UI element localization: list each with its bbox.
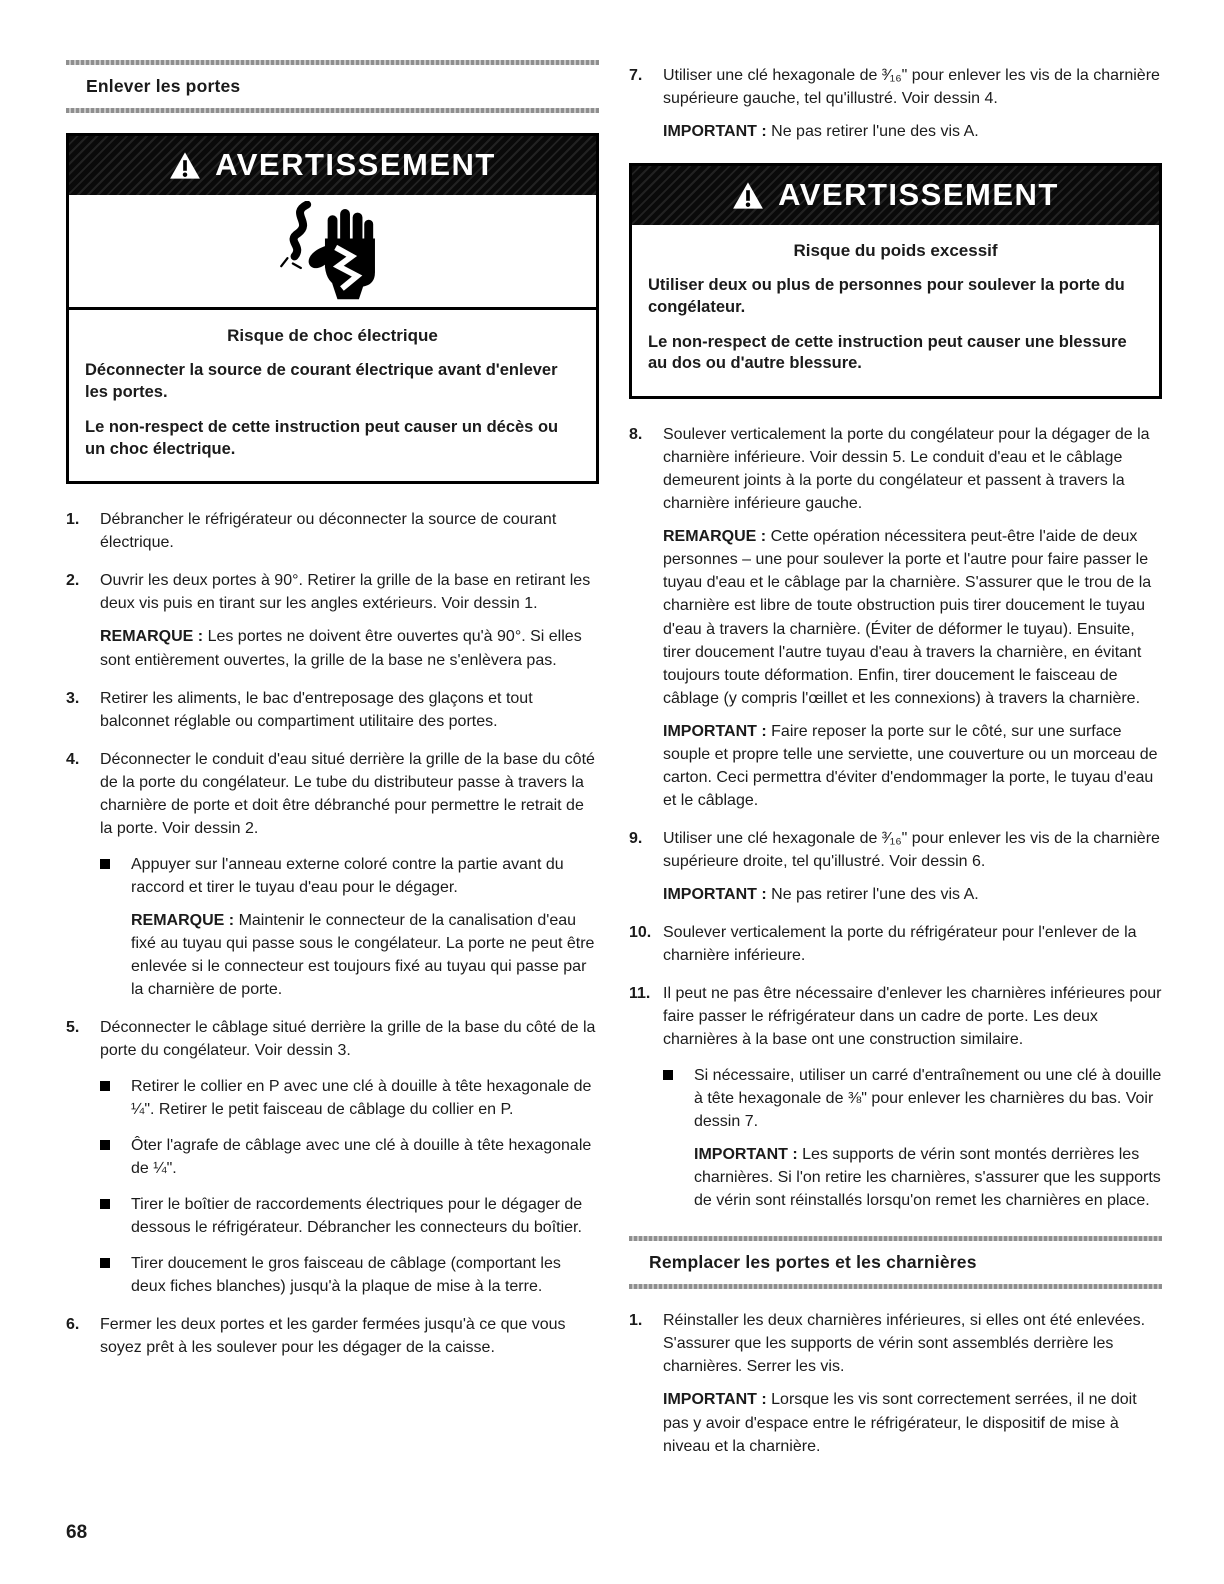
warning-triangle-icon xyxy=(169,151,201,180)
bullet-item xyxy=(100,1193,599,1239)
section-title-enlever-les-portes: Enlever les portes xyxy=(86,76,241,96)
bullet-text: Si nécessaire, utiliser un carré d'entraînement ou une clé à douille à tête hexagonale de ⅜" pour enlever les charnières du bas. Voir dessin 7. xyxy=(694,1067,1162,1131)
warning-paragraph: Déconnecter la source de courant électrique avant d'enlever les portes. xyxy=(85,361,558,402)
step-text: Débrancher le réfrigérateur ou déconnecter la source de courant électrique. xyxy=(100,511,557,552)
note-label: IMPORTANT : xyxy=(663,123,767,141)
step-number: 6. xyxy=(66,1316,80,1334)
step-number: 5. xyxy=(66,1018,80,1036)
step-text: Déconnecter le conduit d'eau situé derrière la grille de la base du côté de la porte du congélateur. Le tube du distributeur passe à travers la charnière de porte et doit être débranché pour permettre le retrait de la porte. Voir dessin 2. xyxy=(100,750,595,837)
warning-paragraph: Utiliser deux ou plus de personnes pour soulever la porte du congélateur. xyxy=(648,276,1125,316)
bullet-item xyxy=(663,1064,1162,1212)
warning-text-area xyxy=(632,225,1159,397)
bullet-text: Ôter l'agrafe de câblage avec une clé à douille à tête hexagonale de ¼". xyxy=(131,1137,592,1178)
step-number: 4. xyxy=(66,750,80,768)
bullet-item xyxy=(100,1075,599,1121)
section-rule xyxy=(66,108,599,113)
note-label: REMARQUE : xyxy=(131,911,235,929)
two-column-layout xyxy=(66,60,1162,1473)
bullet-text: Appuyer sur l'anneau externe coloré contre la partie avant du raccord et tirer le tuyau d'eau pour le dégager. xyxy=(131,855,564,896)
bullet-text: Tirer le boîtier de raccordements électriques pour le dégager de dessous le réfrigérateur. Débrancher les connecteurs du boîtier. xyxy=(131,1196,583,1237)
step-number: 3. xyxy=(66,689,80,707)
step-text: Retirer les aliments, le bac d'entreposage des glaçons et tout balconnet réglable ou compartiment utilitaire des portes. xyxy=(100,689,533,730)
note-text: Ne pas retirer l'une des vis A. xyxy=(771,123,979,141)
important-note xyxy=(663,720,1162,812)
step-5 xyxy=(66,1016,599,1298)
note-text: Les supports de vérin sont montés derrières les charnières. Si l'on retire les charnières, s'assurer que les supports de vérin sont réinstallés lorsqu'on remet les charnières en place. xyxy=(694,1146,1161,1210)
important-note xyxy=(663,1388,1162,1457)
warning-band xyxy=(632,166,1159,225)
note-label: IMPORTANT : xyxy=(663,722,767,740)
electric-shock-hand-icon xyxy=(271,201,395,301)
bullet-square-icon xyxy=(100,1140,110,1150)
bullet-square-icon xyxy=(100,1081,110,1091)
step-text: Déconnecter le câblage situé derrière la grille de la base du côté de la porte du congélateur. Voir dessin 3. xyxy=(100,1018,596,1059)
note-text: Faire reposer la porte sur le côté, sur une surface souple et propre telle une serviette, une couverture ou un morceau de carton. Ceci permettra d'éviter d'endommager la porte, le tuyau d'eau et le câblage. xyxy=(663,722,1158,809)
note-label: IMPORTANT : xyxy=(694,1146,798,1164)
step-text: Fermer les deux portes et les garder fermées jusqu'à ce que vous soyez prêt à les soulever pour les dégager de la caisse. xyxy=(100,1316,566,1357)
bullet-square-icon xyxy=(100,1199,110,1209)
important-note xyxy=(694,1143,1162,1212)
step-number: 11. xyxy=(629,984,651,1002)
bullet-square-icon xyxy=(663,1070,673,1080)
step-text: Réinstaller les deux charnières inférieures, si elles ont été enlevées. S'assurer que les supports de vérin sont assemblés derrière les charnières. Serrer les vis. xyxy=(663,1312,1146,1376)
step-text: Utiliser une clé hexagonale de ³⁄₁₆" pour enlever les vis de la charnière supérieure droite, tel qu'illustré. Voir dessin 6. xyxy=(663,829,1160,870)
step-text: Utiliser une clé hexagonale de ³⁄₁₆" pour enlever les vis de la charnière supérieure gauche, tel qu'illustré. Voir dessin 4. xyxy=(663,67,1160,108)
page-number: 68 xyxy=(66,1521,88,1543)
left-column xyxy=(66,60,599,1473)
step-text: Soulever verticalement la porte du congélateur pour la dégager de la charnière inférieure. Voir dessin 5. Le conduit d'eau et le câblage demeurent joints à la porte du congélateur et passent à travers la charnière inférieure gauche. xyxy=(663,426,1150,513)
bullet-text: Tirer doucement le gros faisceau de câblage (comportant les deux fiches blanches) jusqu'à la plaque de mise à la terre. xyxy=(131,1255,561,1296)
note-text: Lorsque les vis sont correctement serrées, il ne doit pas y avoir d'espace entre le réfrigérateur, le dispositif de mise à niveau et la charnière. xyxy=(663,1391,1137,1455)
step-2 xyxy=(66,569,599,671)
step-11 xyxy=(629,982,1162,1212)
step-text: Ouvrir les deux portes à 90°. Retirer la grille de la base en retirant les deux vis puis en tirant sur les angles extérieurs. Voir dessin 1. xyxy=(100,572,591,613)
warning-band-label: AVERTISSEMENT xyxy=(215,147,496,183)
step-4 xyxy=(66,748,599,1001)
note-label: REMARQUE : xyxy=(663,528,767,546)
right-column xyxy=(629,60,1162,1473)
important-note xyxy=(663,883,1162,906)
step-8 xyxy=(629,423,1162,812)
step-number: 1. xyxy=(629,1312,643,1330)
replace-step-1 xyxy=(629,1309,1162,1457)
note-text: Maintenir le connecteur de la canalisation d'eau fixé au tuyau qui passe sous le congélateur. La porte ne peut être enlevée si le connecteur est toujours fixé au tuyau qui passe par la charnière de porte. xyxy=(131,911,595,998)
step-9 xyxy=(629,827,1162,906)
step-number: 2. xyxy=(66,572,80,590)
bullet-item xyxy=(100,1252,599,1298)
note-label: IMPORTANT : xyxy=(663,1391,767,1409)
step-number: 7. xyxy=(629,67,643,84)
note-text: Les portes ne doivent être ouvertes qu'à 90°. Si elles sont entièrement ouvertes, la grille de la base ne s'enlèvera pas. xyxy=(100,628,582,669)
section-rule xyxy=(629,1284,1162,1289)
step-7 xyxy=(629,64,1162,143)
note-text: Cette opération nécessitera peut-être l'aide de deux personnes – une pour soulever la porte et l'autre pour faire passer le tuyau d'eau et le câblage par la charnière. S'assurer que le trou de la charnière est libre de toute obstruction puis tirer doucement le tuyau d'eau à travers la charnière. (Éviter de déformer le tuyau). Ensuite, tirer doucement l'autre tuyau d'eau à travers la charnière, en évitant toujours toute déformation. Enfin, tirer doucement le faisceau de câblage (y compris l'œillet et les connexions) à travers la charnière. xyxy=(663,528,1152,707)
warning-band xyxy=(69,136,596,195)
warning-triangle-icon xyxy=(732,181,764,210)
important-note xyxy=(663,120,1162,143)
warning-paragraph: Le non-respect de cette instruction peut causer un décès ou un choc électrique. xyxy=(85,417,559,458)
hazard-title: Risque de choc électrique xyxy=(227,325,438,345)
step-number: 1. xyxy=(66,511,80,529)
hazard-title: Risque du poids excessif xyxy=(793,240,998,260)
step-1 xyxy=(66,508,599,554)
bullet-item xyxy=(100,853,599,1001)
bullet-item xyxy=(100,1134,599,1180)
remark-note xyxy=(663,525,1162,709)
step-text: Soulever verticalement la porte du réfrigérateur pour l'enlever de la charnière inférieure. xyxy=(663,923,1137,964)
note-text: Ne pas retirer l'une des vis A. xyxy=(771,885,979,903)
step-text: Il peut ne pas être nécessaire d'enlever les charnières inférieures pour faire passer le réfrigérateur dans un cadre de porte. Les deux charnières à la base ont une construction similaire. xyxy=(663,984,1162,1048)
bullet-square-icon xyxy=(100,859,110,869)
warning-icon-area xyxy=(69,195,596,310)
section-title-remplacer-les-portes: Remplacer les portes et les charnières xyxy=(649,1252,977,1273)
note-label: REMARQUE : xyxy=(100,628,204,646)
warning-text-area xyxy=(69,310,596,482)
section-header-block xyxy=(629,1236,1162,1289)
step-number: 10. xyxy=(629,923,652,941)
bullet-text: Retirer le collier en P avec une clé à douille à tête hexagonale de ¼". Retirer le petit faisceau de câblage du collier en P. xyxy=(131,1077,592,1118)
bullet-square-icon xyxy=(100,1258,110,1268)
warning-paragraph: Le non-respect de cette instruction peut causer une blessure au dos ou d'autre blessure. xyxy=(648,332,1127,373)
remark-note xyxy=(131,909,599,1001)
warning-band-label: AVERTISSEMENT xyxy=(778,177,1059,213)
note-label: IMPORTANT : xyxy=(663,885,767,903)
warning-box-electric-shock xyxy=(66,133,599,484)
remark-note xyxy=(100,625,599,671)
warning-box-excessive-weight xyxy=(629,163,1162,399)
step-3 xyxy=(66,687,599,733)
step-number: 8. xyxy=(629,426,643,444)
step-10 xyxy=(629,921,1162,967)
step-number: 9. xyxy=(629,829,643,847)
step-6 xyxy=(66,1313,599,1359)
